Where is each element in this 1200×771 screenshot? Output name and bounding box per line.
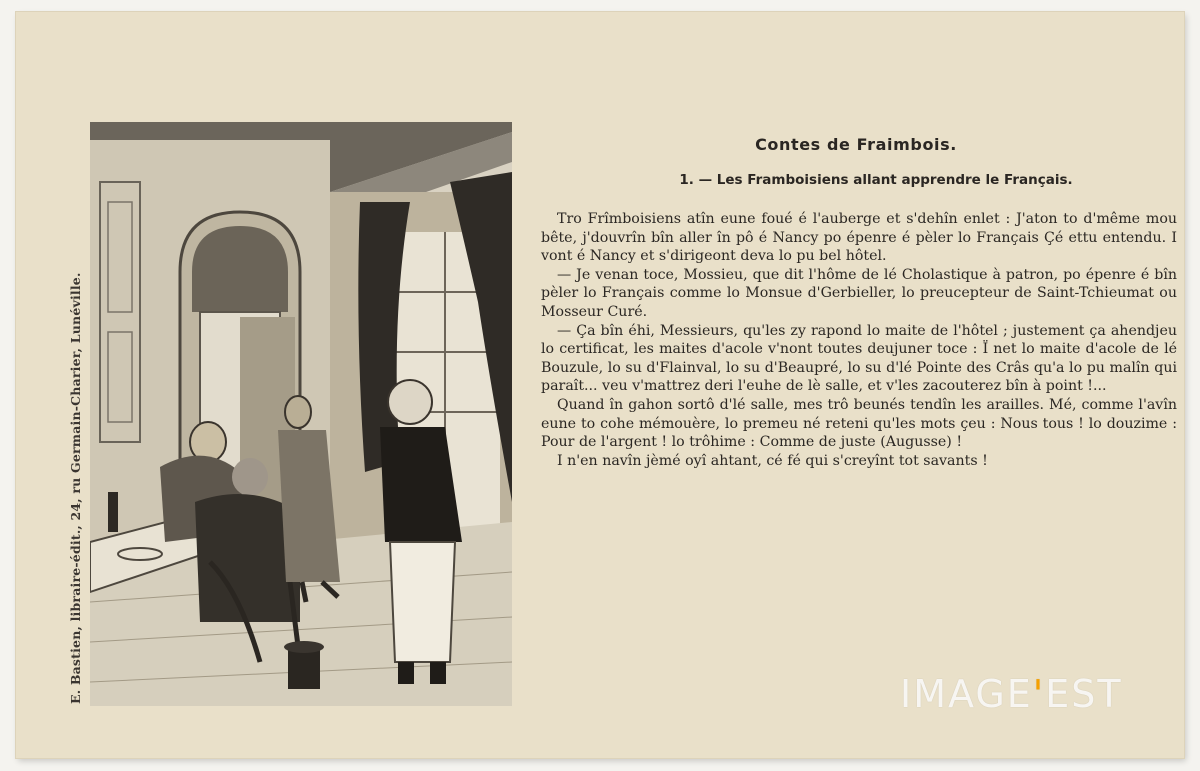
publisher-imprint: E. Bastien, libraire-édit., 24, ru Germain-Charier, Lunéville.	[68, 272, 83, 704]
illustration-inn-scene	[90, 122, 512, 706]
watermark-left: IMAGE	[900, 672, 1033, 716]
postcard	[16, 12, 1184, 758]
watermark-logo	[900, 672, 1123, 716]
watermark-accent: '	[1032, 672, 1046, 716]
story-subtitle: 1. — Les Framboisiens allant apprendre le Français.	[679, 172, 1073, 188]
paragraph-5: I n'en navîn jèmé oyî ahtant, cé fé qui s'creyînt tot savants !	[557, 452, 988, 469]
watermark-right: EST	[1045, 672, 1123, 716]
paragraph-4: Quand în gahon sortô d'lé salle, mes trô beunés tendîn les arailles. Mé, comme l'avîn eune to cohe mémouère, lo premeu né reteni qu'les mots çeu : Nous tous ! lo douzime : Pour de l'argent ! lo trôhime : Comme de juste (Augusse) !	[541, 396, 1177, 451]
page-title: Contes de Fraimbois.	[755, 135, 957, 154]
story-text	[541, 210, 1177, 470]
illustration-drawing	[90, 122, 512, 706]
paragraph-3: — Ça bîn éhi, Messieurs, qu'les zy rapond lo maite de l'hôtel ; justement ça ahendjeu lo certificat, les maites d'acole v'nont toutes deujuner toce : Ï net lo maite d'acole de lé Bouzule, lo su d'Flainval, lo su d'Beaupré, lo su d'lé Pointe des Crâs qu'a lo pu malîn qui paraît... veu v'mattrez deri l'euhe de lè salle, et v'les zacouterez bîn à point !...	[541, 322, 1177, 395]
paragraph-1: Tro Frîmboisiens atîn eune foué é l'auberge et s'dehîn enlet : J'aton to d'même mou bête, j'douvrîn bîn aller în pô é Nancy po épenre é pèler lo Français Çé ettu entendu. I vont é Nancy et s'dirigeont deva lo pu bel hôtel.	[541, 211, 1177, 265]
paragraph-2: — Je venan toce, Mossieu, que dit l'hôme de lé Cholastique à patron, po épenre é bîn pèler lo Français comme lo Monsue d'Gerbieller, lo preucepteur de Saint-Tchieumat ou Mosseur Curé.	[541, 266, 1177, 320]
